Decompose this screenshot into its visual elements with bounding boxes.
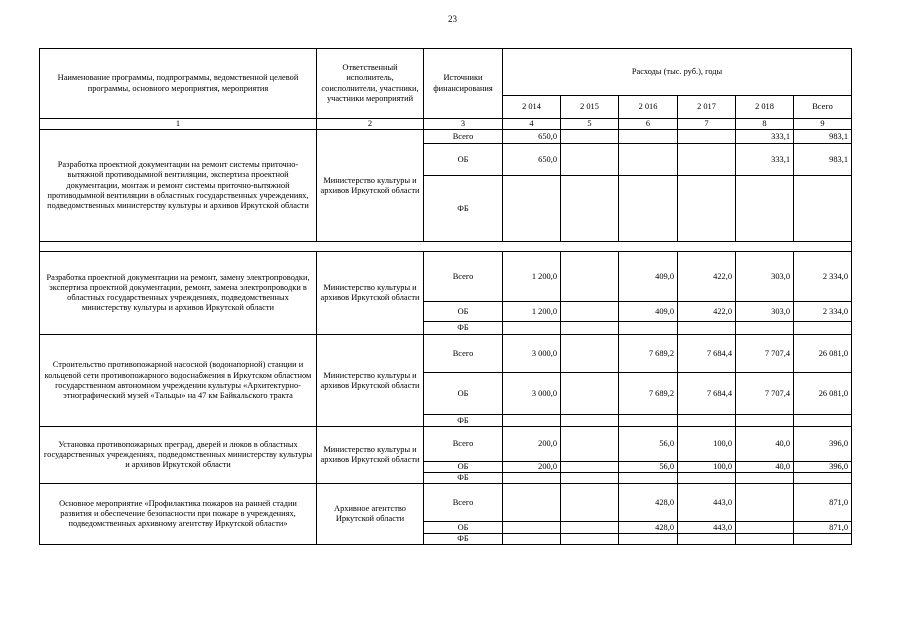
value-cell (678, 176, 736, 242)
value-cell (503, 473, 561, 484)
value-cell: 983,1 (794, 130, 852, 144)
value-cell (619, 176, 678, 242)
value-cell: 7 684,4 (678, 335, 736, 373)
table-row (40, 335, 852, 373)
table-row (40, 427, 852, 462)
value-cell (794, 176, 852, 242)
funding-source: ФБ (424, 415, 503, 427)
value-cell: 443,0 (678, 484, 736, 522)
value-cell: 396,0 (794, 462, 852, 473)
value-cell: 100,0 (678, 462, 736, 473)
value-cell (561, 144, 619, 176)
value-cell: 333,1 (736, 130, 794, 144)
value-cell: 871,0 (794, 522, 852, 534)
value-cell (619, 473, 678, 484)
column-number: 4 (503, 119, 561, 130)
value-cell (561, 484, 619, 522)
value-cell: 2 334,0 (794, 252, 852, 302)
header-year: 2 016 (619, 96, 678, 119)
value-cell (736, 322, 794, 335)
value-cell (736, 522, 794, 534)
header-year: 2 017 (678, 96, 736, 119)
value-cell: 650,0 (503, 130, 561, 144)
value-cell: 303,0 (736, 252, 794, 302)
value-cell (503, 322, 561, 335)
value-cell: 422,0 (678, 302, 736, 322)
event-name: Основное мероприятие «Профилактика пожаров на ранней стадии развития и обеспечение безопасности при пожаре в учреждениях, подведомственных архивному агентству Иркутской области» (40, 484, 317, 545)
column-number: 6 (619, 119, 678, 130)
funding-source: ОБ (424, 144, 503, 176)
value-cell (561, 415, 619, 427)
value-cell (736, 415, 794, 427)
funding-source: ОБ (424, 373, 503, 415)
value-cell: 2 334,0 (794, 302, 852, 322)
expenses-table (39, 48, 852, 545)
value-cell: 428,0 (619, 522, 678, 534)
event-name: Разработка проектной документации на ремонт, замену электропроводки, экспертиза проектной документации, ремонт, замена электропроводки в областных государственных учреждениях, подведомственных министерству культуры и архивов Иркутской области (40, 252, 317, 335)
value-cell (619, 130, 678, 144)
value-cell (561, 373, 619, 415)
value-cell (619, 322, 678, 335)
header-total: Всего (794, 96, 852, 119)
value-cell (678, 144, 736, 176)
value-cell (561, 130, 619, 144)
value-cell: 396,0 (794, 427, 852, 462)
event-name: Разработка проектной документации на ремонт системы приточно-вытяжной противодымной вентиляции, экспертиза проектной документации, монтаж и ремонт системы приточно-вытяжной противодымной вентиляции в областных государственных учреждениях, подведомственных министерству культуры и архивов Иркутской области (40, 130, 317, 242)
value-cell: 650,0 (503, 144, 561, 176)
value-cell (678, 415, 736, 427)
value-cell (794, 322, 852, 335)
value-cell: 7 689,2 (619, 373, 678, 415)
funding-source: Всего (424, 252, 503, 302)
header-executor: Ответственный исполнитель, соисполнители, участники, участники мероприятий (317, 49, 424, 119)
event-executor: Министерство культуры и архивов Иркутской области (317, 252, 424, 335)
event-executor: Архивное агентство Иркутской области (317, 484, 424, 545)
funding-source: Всего (424, 130, 503, 144)
value-cell (736, 534, 794, 545)
value-cell (561, 534, 619, 545)
value-cell: 333,1 (736, 144, 794, 176)
value-cell: 7 689,2 (619, 335, 678, 373)
value-cell: 3 000,0 (503, 373, 561, 415)
value-cell: 428,0 (619, 484, 678, 522)
value-cell (561, 522, 619, 534)
column-number: 7 (678, 119, 736, 130)
value-cell: 100,0 (678, 427, 736, 462)
event-name: Строительство противопожарной насосной (водонапорной) станции и кольцевой сети противопожарного водоснабжения в Иркутском областном государственном автономном учреждении культуры «Архитектурно-этнографический музей «Тальцы» на 47 км Байкальского тракта (40, 335, 317, 427)
value-cell (503, 176, 561, 242)
funding-source: ФБ (424, 534, 503, 545)
header-expenses: Расходы (тыс. руб.), годы (503, 49, 852, 96)
header-year: 2 018 (736, 96, 794, 119)
value-cell (561, 473, 619, 484)
value-cell: 871,0 (794, 484, 852, 522)
value-cell (736, 473, 794, 484)
value-cell: 409,0 (619, 252, 678, 302)
funding-source: ОБ (424, 522, 503, 534)
event-executor: Министерство культуры и архивов Иркутской области (317, 335, 424, 427)
value-cell (678, 473, 736, 484)
value-cell (678, 130, 736, 144)
value-cell: 7 707,4 (736, 373, 794, 415)
value-cell (561, 302, 619, 322)
header-name: Наименование программы, подпрограммы, ведомственной целевой программы, основного мероприятия, мероприятия (40, 49, 317, 119)
column-number: 9 (794, 119, 852, 130)
value-cell (561, 252, 619, 302)
column-number: 5 (561, 119, 619, 130)
value-cell (736, 176, 794, 242)
funding-source: Всего (424, 335, 503, 373)
value-cell: 200,0 (503, 427, 561, 462)
value-cell (561, 322, 619, 335)
value-cell: 409,0 (619, 302, 678, 322)
value-cell: 7 684,4 (678, 373, 736, 415)
value-cell (503, 534, 561, 545)
value-cell (794, 415, 852, 427)
value-cell: 422,0 (678, 252, 736, 302)
value-cell: 1 200,0 (503, 302, 561, 322)
header-year: 2 015 (561, 96, 619, 119)
funding-source: ФБ (424, 473, 503, 484)
value-cell: 200,0 (503, 462, 561, 473)
column-number: 8 (736, 119, 794, 130)
value-cell (561, 427, 619, 462)
value-cell: 7 707,4 (736, 335, 794, 373)
value-cell: 3 000,0 (503, 335, 561, 373)
funding-source: Всего (424, 484, 503, 522)
event-name: Установка противопожарных преград, дверей и люков в областных государственных учреждениях, подведомственных министерству культуры и архивов Иркутской области (40, 427, 317, 484)
column-number: 1 (40, 119, 317, 130)
funding-source: Всего (424, 427, 503, 462)
value-cell (619, 144, 678, 176)
funding-source: ОБ (424, 302, 503, 322)
value-cell (503, 522, 561, 534)
value-cell (678, 534, 736, 545)
page-number: 23 (448, 14, 457, 24)
table-row (40, 252, 852, 302)
table-row (40, 484, 852, 522)
value-cell (794, 534, 852, 545)
funding-source: ФБ (424, 176, 503, 242)
value-cell (561, 335, 619, 373)
value-cell (678, 322, 736, 335)
value-cell (503, 484, 561, 522)
value-cell (503, 415, 561, 427)
funding-source: ОБ (424, 462, 503, 473)
value-cell: 40,0 (736, 462, 794, 473)
table-row (40, 130, 852, 144)
column-number: 2 (317, 119, 424, 130)
value-cell: 1 200,0 (503, 252, 561, 302)
funding-source: ФБ (424, 322, 503, 335)
value-cell (561, 462, 619, 473)
header-year: 2 014 (503, 96, 561, 119)
event-executor: Министерство культуры и архивов Иркутской области (317, 130, 424, 242)
value-cell: 56,0 (619, 427, 678, 462)
event-executor: Министерство культуры и архивов Иркутской области (317, 427, 424, 484)
value-cell (736, 484, 794, 522)
value-cell: 303,0 (736, 302, 794, 322)
value-cell (619, 534, 678, 545)
value-cell: 983,1 (794, 144, 852, 176)
value-cell (794, 473, 852, 484)
value-cell: 26 081,0 (794, 373, 852, 415)
value-cell: 443,0 (678, 522, 736, 534)
column-number: 3 (424, 119, 503, 130)
value-cell: 40,0 (736, 427, 794, 462)
value-cell (561, 176, 619, 242)
value-cell: 26 081,0 (794, 335, 852, 373)
table-row (40, 242, 852, 252)
header-source: Источники финансирования (424, 49, 503, 119)
value-cell: 56,0 (619, 462, 678, 473)
value-cell (619, 415, 678, 427)
